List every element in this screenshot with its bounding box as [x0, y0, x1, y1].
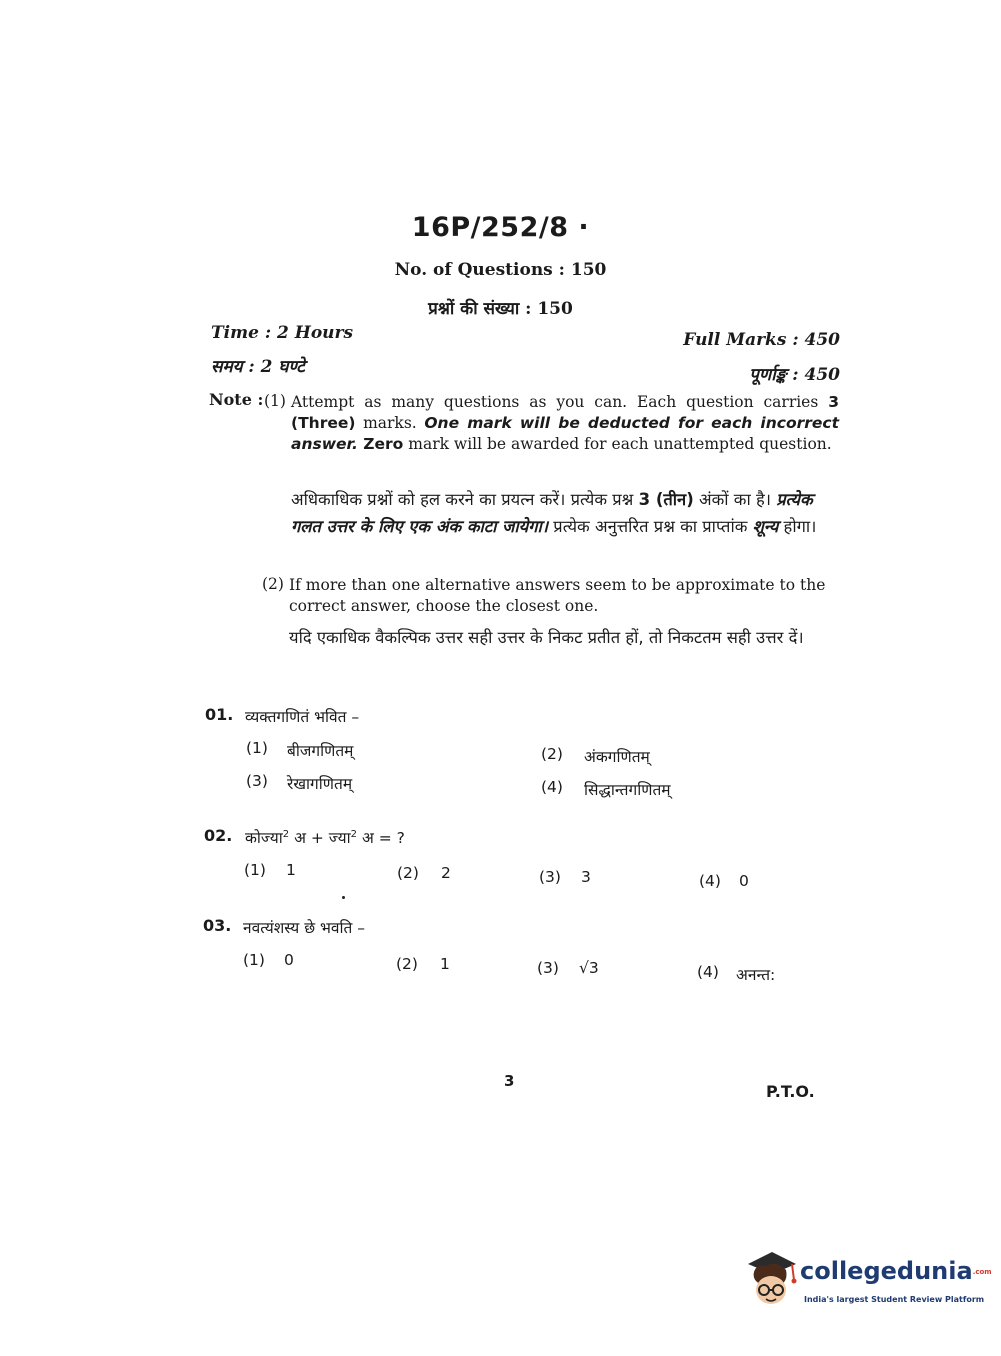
full-marks: Full Marks : 450 — [683, 330, 840, 350]
question-number: 01. — [205, 705, 234, 724]
question-number: 02. — [204, 826, 233, 845]
option-label: (1) — [244, 861, 266, 879]
question-text: नवत्यंशस्य छे भवति – — [243, 919, 366, 937]
time-allowed: Time : 2 Hours — [211, 323, 354, 343]
option-label: (3) — [537, 959, 559, 977]
question-text-part: अ = ? — [357, 829, 405, 847]
full-marks-hindi: पूर्णाङ्क : 450 — [749, 365, 840, 385]
collegedunia-logo-icon — [742, 1250, 800, 1310]
brand-name — [800, 1257, 992, 1285]
option-text: रेखागणितम् — [287, 775, 353, 793]
page-number: 3 — [504, 1072, 515, 1090]
option-label: (2) — [396, 955, 418, 973]
ink-dot — [342, 896, 345, 899]
option-text: √3 — [579, 959, 599, 977]
note-item-2: If more than one alternative answers seem to be approximate to the correct answer, choose the closest one. — [289, 576, 826, 615]
question-number: 03. — [203, 916, 232, 935]
brand-text: collegedunia — [800, 1257, 973, 1285]
superscript: 2 — [350, 828, 358, 840]
note-item-2-number: (2) — [262, 575, 284, 593]
option-text: अनन्त: — [736, 966, 776, 984]
question-text — [245, 826, 405, 848]
option-text: 2 — [441, 864, 451, 882]
option-label: (4) — [699, 872, 721, 890]
option-label: (3) — [246, 772, 268, 790]
superscript: 2 — [282, 828, 290, 840]
option-label: (1) — [243, 951, 265, 969]
note-item-1-hindi — [291, 486, 839, 540]
option-label: (4) — [541, 778, 563, 796]
note-hindi-part: अंकों का है। — [693, 490, 777, 509]
note-item-1-marks: 3 (Three) — [291, 393, 839, 432]
option-label: (1) — [246, 739, 268, 757]
note-hindi-part: अधिकाधिक प्रश्नों को हल करने का प्रयत्न करें। प्रत्येक प्रश्न — [291, 490, 639, 509]
note-hindi-zero: शून्य — [752, 517, 779, 536]
note-item-1-number: (1) — [264, 392, 286, 410]
note-item-1-part: mark will be awarded for each unattempted question. — [403, 435, 832, 453]
question-text-part: कोज्या — [245, 829, 283, 847]
option-label: (4) — [697, 963, 719, 981]
brand-tagline: India's largest Student Review Platform — [804, 1295, 985, 1304]
note-item-1-part: marks. — [355, 414, 425, 432]
note-hindi-part: प्रत्येक अनुत्तरित प्रश्न का प्राप्तांक — [548, 517, 753, 536]
option-text: 3 — [581, 868, 591, 886]
number-of-questions: No. of Questions : 150 — [394, 260, 607, 280]
time-allowed-hindi: समय : 2 घण्टे — [211, 357, 305, 377]
note-item-1-part: Attempt as many questions as you can. Each question carries — [291, 393, 829, 411]
option-label: (3) — [539, 868, 561, 886]
note-label: Note : — [209, 390, 264, 409]
note-item-1-penalty: One mark will be deducted for each incorrect answer. — [291, 414, 839, 453]
question-text-part: अ + ज्या — [289, 829, 351, 847]
option-text: सिद्धान्तगणितम् — [584, 781, 671, 799]
note-item-2-hindi: यदि एकाधिक वैकल्पिक उत्तर सही उत्तर के निकट प्रतीत हों, तो निकटतम सही उत्तर दें। — [289, 628, 804, 647]
note-hindi-marks: 3 (तीन) — [638, 490, 694, 509]
option-text: 0 — [284, 951, 294, 969]
note-hindi-penalty: प्रत्येक गलत उत्तर के लिए एक अंक काटा जायेगा। — [291, 490, 813, 536]
note-item-1-zero: Zero — [357, 435, 404, 453]
option-text: बीजगणितम् — [287, 742, 354, 760]
note-hindi-part: होगा। — [778, 517, 817, 536]
number-of-questions-hindi: प्रश्नों की संख्या : 150 — [428, 299, 573, 319]
paper-code: 16P/252/8 · — [411, 212, 590, 243]
option-text: 0 — [739, 872, 749, 890]
option-text: 1 — [440, 955, 450, 973]
please-turn-over: P.T.O. — [766, 1082, 815, 1101]
option-text: 1 — [286, 861, 296, 879]
note-item-1 — [291, 392, 839, 455]
question-text: व्यक्तगणितं भवित – — [245, 708, 360, 726]
option-text: अंकगणितम् — [584, 748, 650, 766]
option-label: (2) — [541, 745, 563, 763]
option-label: (2) — [397, 864, 419, 882]
brand-suffix: .com — [972, 1268, 992, 1276]
